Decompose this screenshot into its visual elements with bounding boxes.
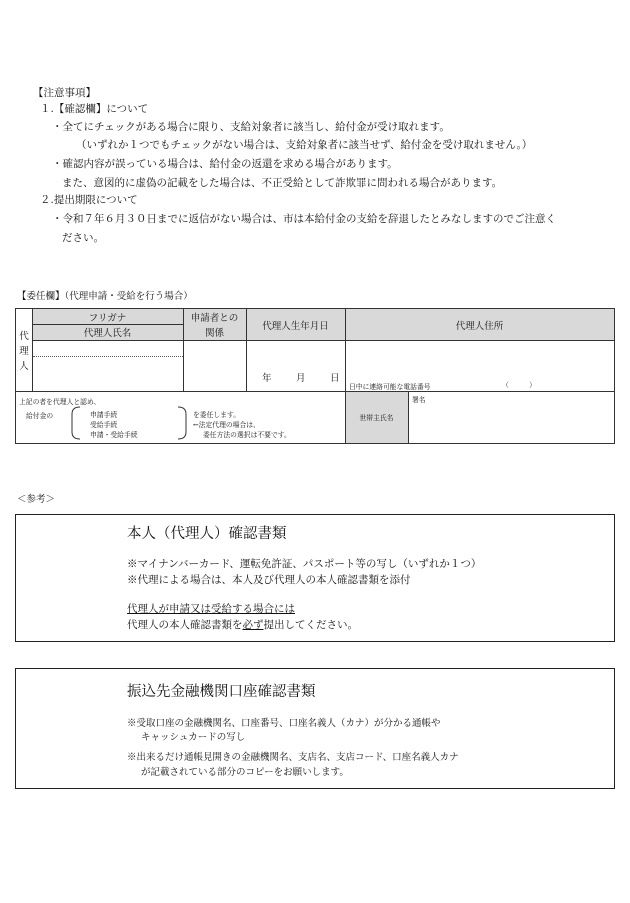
row-label-2: 理 [19, 346, 29, 357]
id-documents-title: 本人（代理人）確認書類 [127, 526, 287, 542]
bank-documents-title: 振込先金融機関口座確認書類 [127, 684, 316, 700]
bank-documents-line2: キャッシュカードの写し [141, 732, 246, 743]
furigana-field[interactable] [33, 341, 183, 356]
notes-item1-line3: ・確認内容が誤っている場合は、給付金の返還を求める場合があります。 [52, 158, 398, 170]
option-receive[interactable]: 受給手続 [90, 421, 118, 429]
signature-label: 署名 [412, 396, 426, 404]
col-name: 代理人氏名 [83, 328, 132, 339]
notes-item2-line2: ださい。 [62, 232, 104, 244]
right-bracket-icon [176, 406, 188, 440]
birth-day-label: 日 [330, 373, 340, 384]
bank-documents-line4: が記載されている部分のコピーをお願いします。 [141, 767, 349, 778]
left-bracket-icon [70, 406, 82, 440]
notes-item2-title: ２.提出期限について [40, 194, 138, 206]
id-documents-line4: 代理人の本人確認書類を必ず提出してください。 [127, 619, 358, 631]
notes-item1-title: １.【確認欄】について [40, 103, 149, 115]
birth-year-label: 年 [262, 373, 272, 384]
id-documents-line1: ※マイナンバーカード、運転免許証、パスポート等の写し（いずれか１つ） [127, 558, 482, 570]
delegation-heading: 【委任欄】（代理申請・受給を行う場合） [17, 291, 193, 302]
householder-label: 世帯主氏名 [359, 414, 394, 422]
id-documents-line3: 代理人が申請又は受給する場合には [127, 603, 295, 615]
row-label-3: 人 [19, 361, 29, 372]
reference-heading: ＜参考＞ [17, 494, 56, 505]
delegation-table [15, 308, 615, 444]
option-apply[interactable]: 申請手続 [90, 411, 118, 419]
id-documents-box [15, 514, 615, 642]
consent-line1: 上記の者を代理人と認め、 [19, 398, 101, 406]
notes-heading: 【注意事項】 [33, 87, 96, 99]
bank-documents-line1: ※受取口座の金融機関名、口座番号、口座名義人（カナ）が分かる通帳や [127, 718, 441, 729]
birth-month-label: 月 [296, 373, 306, 384]
legal-note-line1: ←法定代理の場合は、 [193, 421, 260, 429]
bank-documents-line3: ※出来るだけ通帳見開きの金融機関名、支店名、支店コード、口座名義人カナ [127, 752, 459, 763]
phone-parens: （ ） [502, 381, 536, 389]
col-address: 代理人住所 [455, 320, 504, 332]
daytime-phone-label: 日中に連絡可能な電話番号 [349, 383, 431, 391]
delegate-text: を委任します。 [193, 411, 241, 419]
col-relation-2: 関係 [204, 327, 224, 339]
col-birth: 代理人生年月日 [262, 320, 329, 332]
address-field[interactable] [346, 341, 614, 377]
notes-item1-line2: （いずれか１つでもチェックがない場合は、支給対象者に該当せず、給付金を受け取れません。） [76, 139, 533, 151]
col-furigana: フリガナ [88, 312, 127, 324]
id-documents-line2: ※代理による場合は、本人及び代理人の本人確認書類を添付 [127, 574, 411, 586]
consent-prefix: 給付金の [26, 412, 54, 420]
notes-item1-line4: また、意図的に虚偽の記載をした場合は、不正受給として詐欺罪に問われる場合があります。 [62, 177, 503, 189]
bank-documents-box [15, 668, 615, 789]
agent-name-field[interactable] [33, 357, 183, 391]
signature-field[interactable] [409, 404, 614, 442]
relation-field[interactable] [184, 341, 246, 391]
option-apply-receive[interactable]: 申請・受給手続 [90, 431, 138, 439]
notes-item2-line1: ・令和７年６月３０日までに返信がない場合は、市は本給付金の支給を辞退したとみなしますのでご注意く [52, 213, 556, 225]
notes-item1-line1: ・全てにチェックがある場合に限り、支給対象者に該当し、給付金が受け取れます。 [52, 121, 450, 133]
row-label-1: 代 [19, 331, 29, 342]
legal-note-line2: 委任方法の選択は不要です。 [203, 431, 291, 439]
col-relation-1: 申請者との [190, 313, 239, 324]
